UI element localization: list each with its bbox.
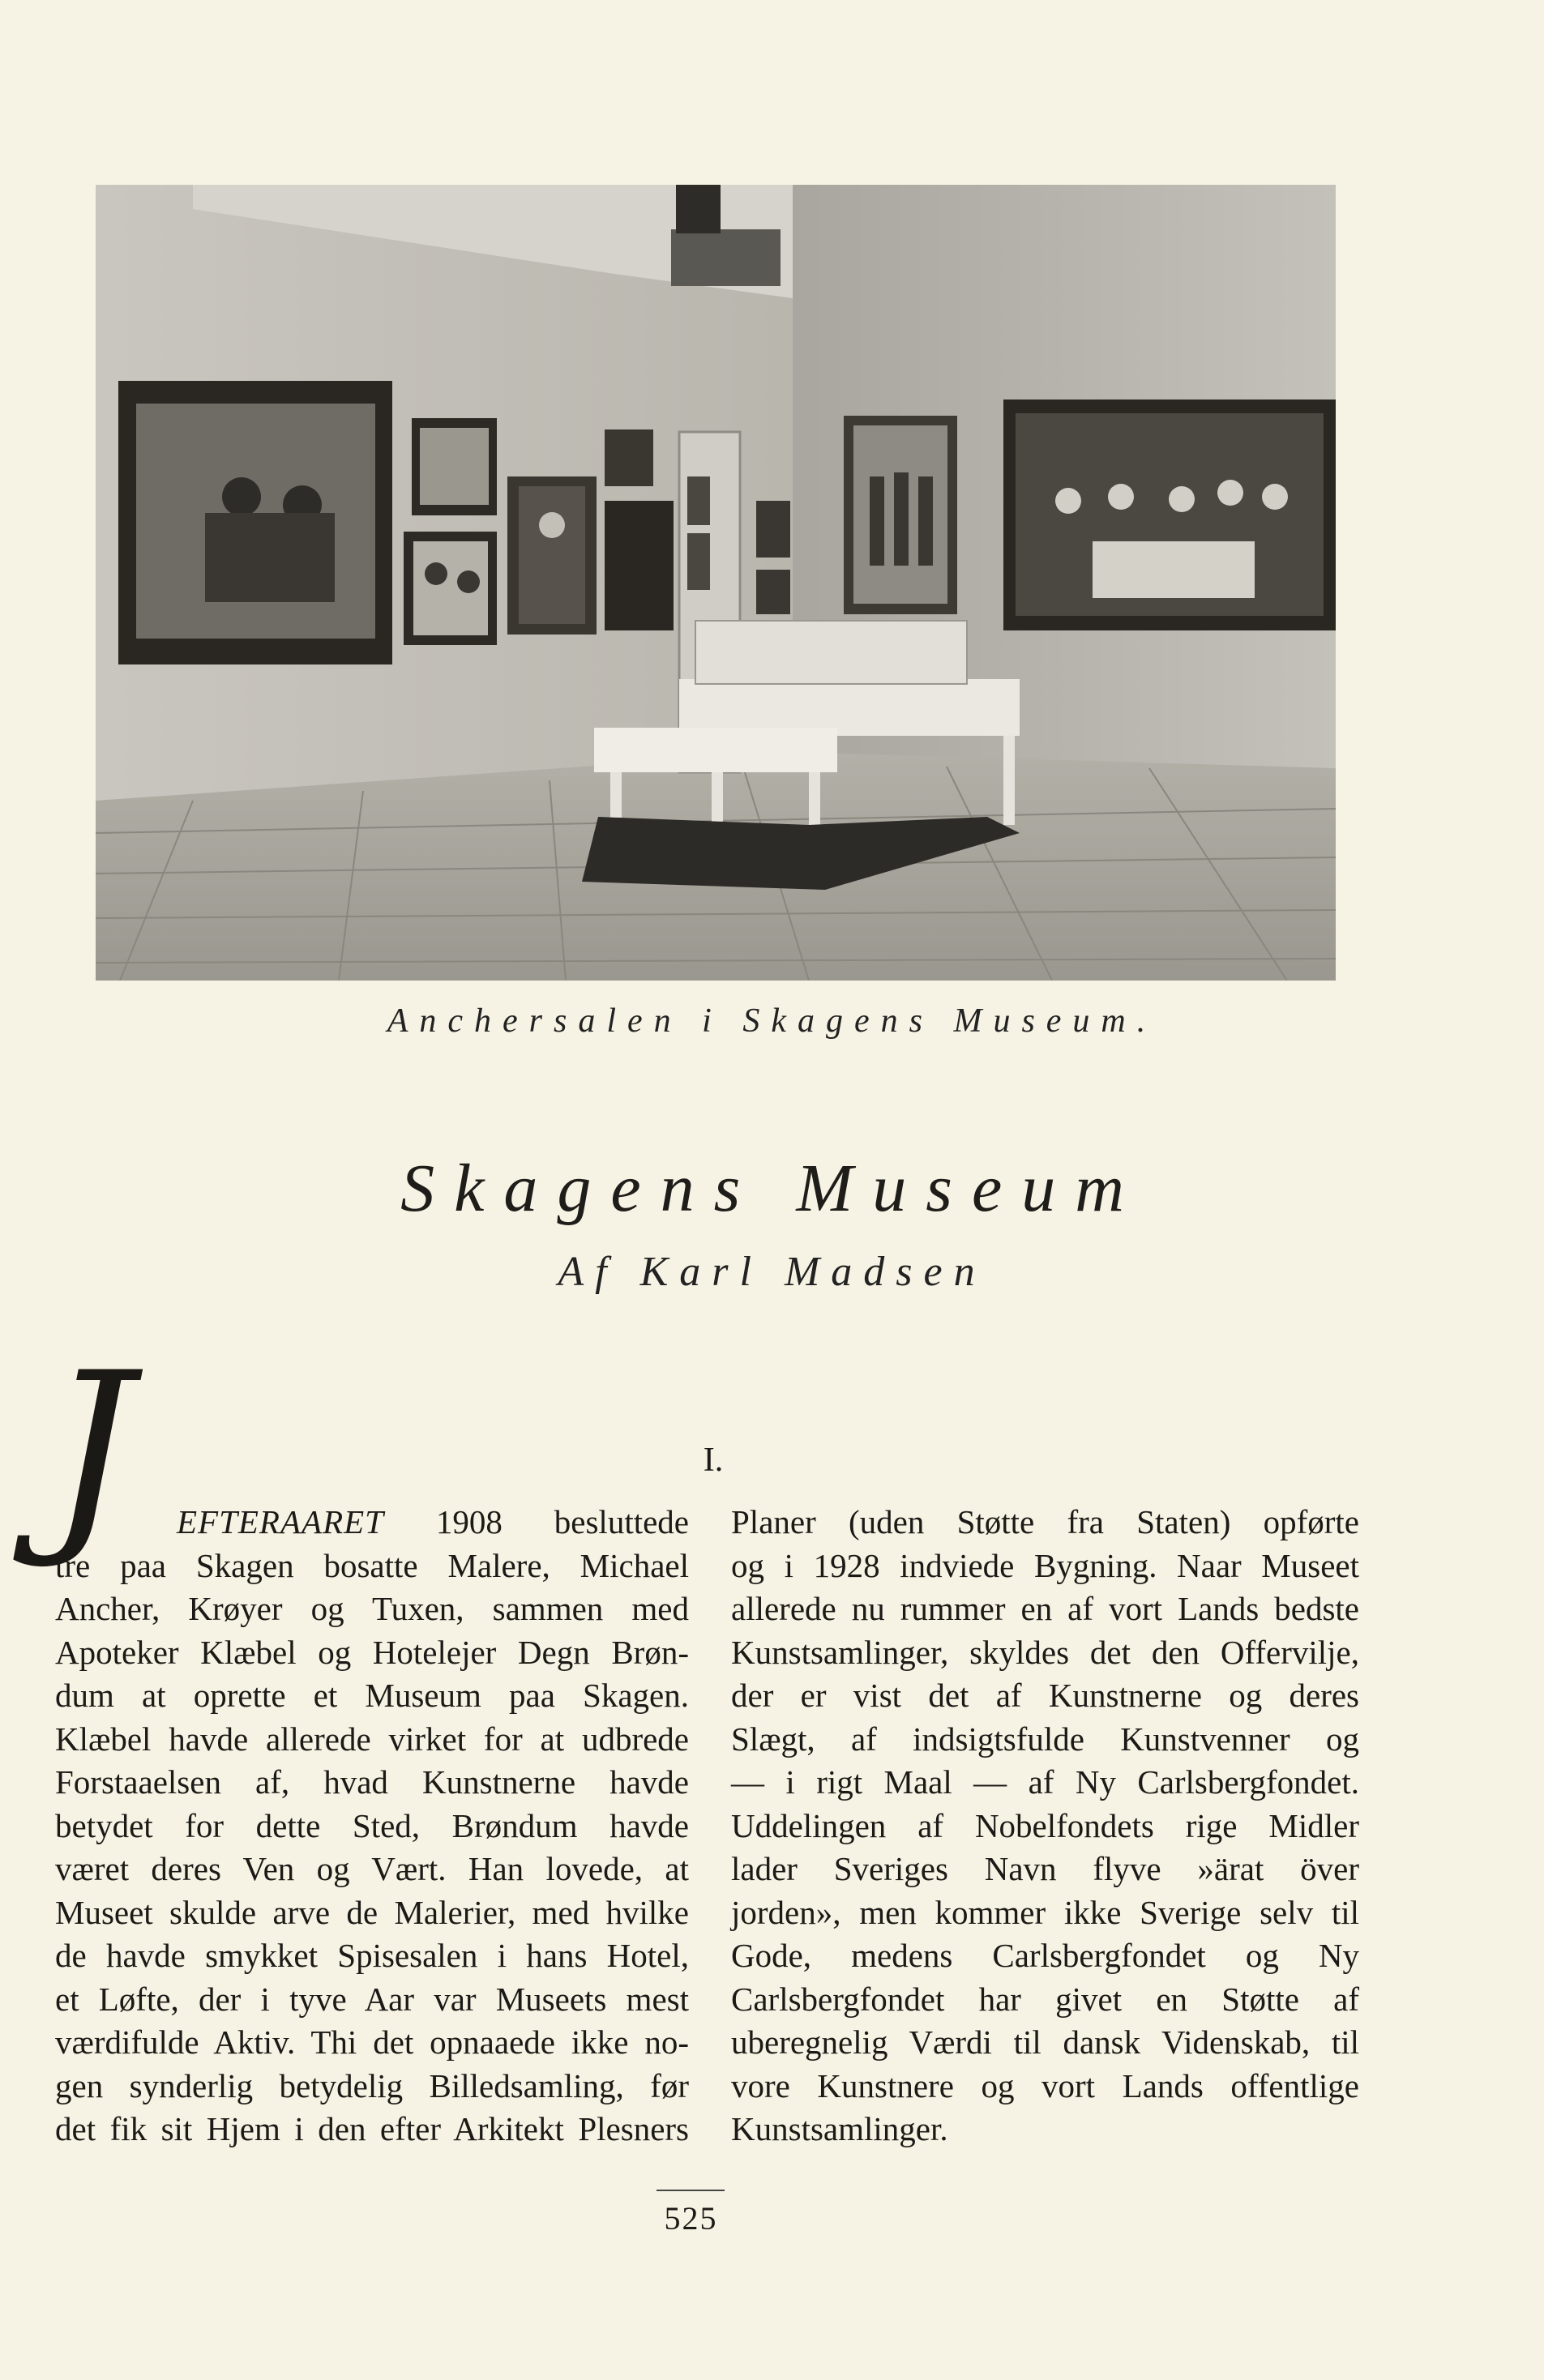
painting-dark [605, 501, 674, 630]
page-number-rule [657, 2190, 725, 2191]
text-line: Ancher, Krøyer og Tuxen, sammen med [55, 1590, 689, 1627]
column-left [55, 1501, 689, 2151]
text-line: Carlsbergfondet har givet en Støtte af [731, 1980, 1359, 2018]
text-line: betydet for dette Sted, Brøndum havde [55, 1806, 689, 1844]
text-line: dum at oprette et Museum paa Skagen. [55, 1677, 689, 1714]
text-line: tre paa Skagen bosatte Malere, Michael [55, 1546, 689, 1584]
text-line: EFTERAARET 1908 besluttede [177, 1503, 689, 1540]
text-line: Kunstsamlinger. [731, 2110, 948, 2147]
painting-small-2 [605, 429, 653, 486]
text-line: jorden», men kommer ikke Sverige selv til [731, 1893, 1359, 1931]
text-line: uberegnelig Værdi til dansk Videnskab, til [731, 2023, 1359, 2061]
text-line: lader Sveriges Navn flyve »ärat över [731, 1850, 1359, 1887]
text-line: Forstaaelsen af, hvad Kunstnerne havde [55, 1763, 689, 1801]
painting-small-3 [756, 501, 790, 558]
text-line: Klæbel havde allerede virket for at udbrede [55, 1720, 689, 1758]
text-line: været deres Ven og Vært. Han lovede, at [55, 1850, 689, 1887]
page-number: 525 [664, 2200, 718, 2237]
painting-small-4 [756, 570, 790, 614]
article-title: Skagens Museum [400, 1151, 1144, 1226]
lead-word: EFTERAARET [177, 1503, 384, 1540]
column-right [731, 1501, 1359, 2151]
text-line: Uddelingen af Nobelfondets rige Midler [731, 1806, 1359, 1844]
text-line: og i 1928 indviede Bygning. Naar Museet [731, 1546, 1359, 1584]
text-line: allerede nu rummer en af vort Lands bedste [731, 1590, 1359, 1627]
gallery-photo-drawing [96, 185, 1336, 981]
text-line: Gode, medens Carlsbergfondet og Ny [731, 1937, 1359, 1974]
photo-caption: Anchersalen i Skagens Museum. [387, 1002, 1157, 1040]
text-line: — i rigt Maal — af Ny Carlsbergfondet. [731, 1763, 1359, 1801]
text-line: der er vist det af Kunstnerne og deres [731, 1677, 1359, 1714]
text-line: Planer (uden Støtte fra Staten) opførte [731, 1503, 1359, 1540]
text-line: Museet skulde arve de Malerier, med hvilke [55, 1893, 689, 1931]
text-line: gen synderlig betydelig Billedsamling, før [55, 2066, 689, 2104]
balcony-railing [671, 229, 781, 286]
text-line: Kunstsamlinger, skyldes det den Offervilje, [731, 1633, 1359, 1671]
text-line: Apoteker Klæbel og Hotelejer Degn Brøn- [55, 1633, 689, 1671]
text-line: vore Kunstnere og vort Lands offentlige [731, 2066, 1359, 2104]
text-line: de havde smykket Spisesalen i hans Hotel, [55, 1937, 689, 1974]
gallery-photograph [96, 185, 1336, 981]
article-byline: Af Karl Madsen [558, 1249, 986, 1295]
text-line: værdifulde Aktiv. Thi det opnaaede ikke no- [55, 2023, 689, 2061]
text-line: et Løfte, der i tyve Aar var Museets mest [55, 1980, 689, 2018]
text-line: Slægt, af indsigtsfulde Kunstvenner og [731, 1720, 1359, 1758]
text-line: det fik sit Hjem i den efter Arkitekt Plesners [55, 2110, 689, 2147]
balcony-opening [676, 185, 721, 233]
drop-cap: J [49, 1328, 134, 1573]
section-number: I. [703, 1442, 724, 1479]
